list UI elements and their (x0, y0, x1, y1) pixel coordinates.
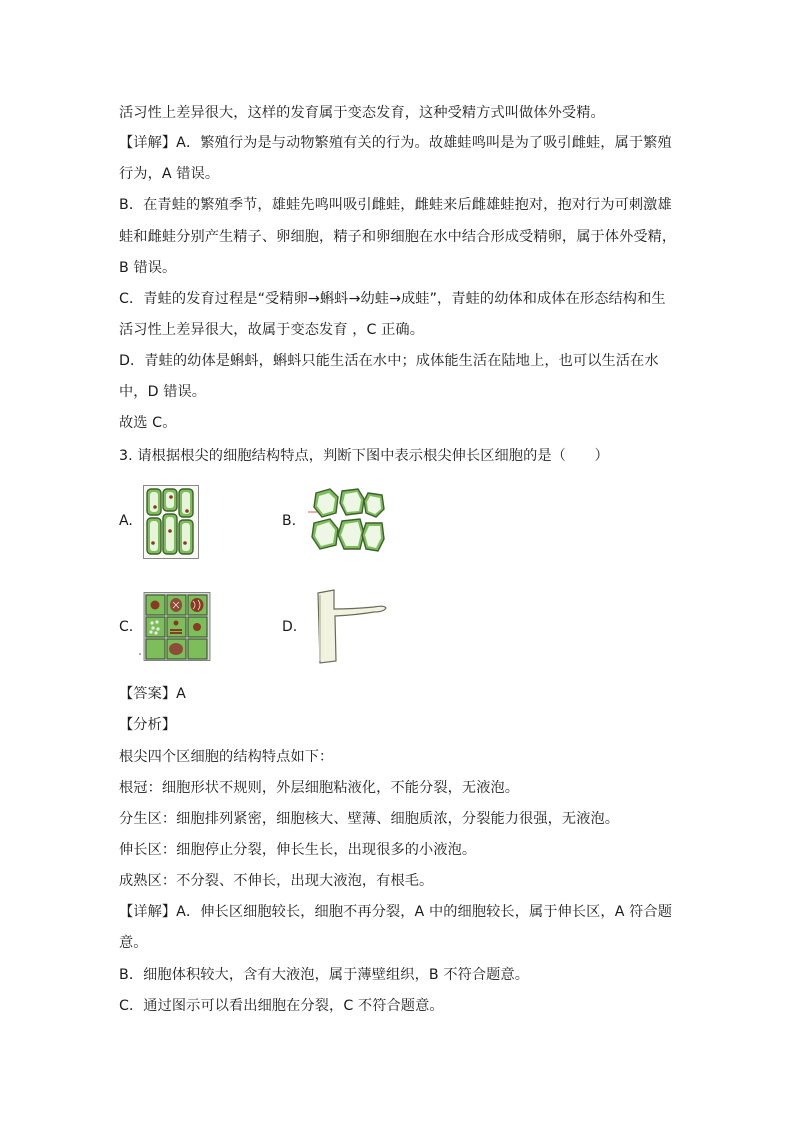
text-line: 根冠：细胞形状不规则，外层细胞粘液化，不能分裂，无液泡。 (119, 780, 520, 796)
text-line: 中，D 错误。 (119, 384, 207, 400)
option-a-label: A. (119, 513, 133, 529)
text-line: 分生区：细胞排列紧密，细胞核大、壁薄、细胞质浓，分裂能力很强，无液泡。 (119, 811, 620, 827)
text-line: 活习性上差异很大，这样的发育属于变态发育，这种受精方式叫做体外受精。 (119, 105, 605, 121)
figure-c-dividing-cells (138, 592, 212, 662)
figure-a-elongation-cells (143, 485, 199, 559)
text-line: 蛙和雌蛙分别产生精子、卵细胞，精子和卵细胞在水中结合形成受精卵，属于体外受精， (119, 229, 677, 245)
text-line: C．通过图示可以看出细胞在分裂，C 不符合题意。 (119, 998, 444, 1014)
text-line: 根尖四个区细胞的结构特点如下： (119, 749, 334, 765)
text-line: B．细胞体积较大，含有大液泡，属于薄壁组织，B 不符合题意。 (119, 967, 530, 983)
text-line: 意。 (119, 935, 148, 951)
text-line: 活习性上差异很大，故属于变态发育 ，C 正确。 (119, 322, 424, 338)
text-line: 【详解】A．繁殖行为是与动物繁殖有关的行为。故雄蛙鸣叫是为了吸引雌蛙，属于繁殖 (119, 135, 672, 151)
text-line: B．在青蛙的繁殖季节，雄蛙先鸣叫吸引雌蛙，雌蛙来后雌雄蛙抱对，抱对行为可刺激雄 (119, 197, 672, 213)
question-3: 3. 请根据根尖的细胞结构特点，判断下图中表示根尖伸长区细胞的是（ ） (119, 448, 609, 464)
answer-label: 【答案】A (119, 686, 186, 702)
text-line: D．青蛙的幼体是蝌蚪，蝌蚪只能生活在水中；成体能生活在陆地上，也可以生活在水 (119, 353, 659, 369)
figure-d-root-hair-cell (312, 587, 388, 665)
text-line: 行为，A 错误。 (119, 166, 220, 182)
option-c-label: C. (119, 619, 134, 635)
text-line: 故选 C。 (119, 415, 177, 431)
option-d-label: D. (282, 619, 298, 635)
figure-b-parenchyma-cells (308, 487, 386, 557)
option-b-label: B. (282, 513, 297, 529)
text-line: 【详解】A．伸长区细胞较长，细胞不再分裂，A 中的细胞较长，属于伸长区，A 符合题 (119, 904, 672, 920)
text-line: B 错误。 (119, 260, 177, 276)
text-line: 成熟区：不分裂、不伸长，出现大液泡，有根毛。 (119, 873, 434, 889)
text-line: 伸长区：细胞停止分裂，伸长生长，出现很多的小液泡。 (119, 842, 477, 858)
analysis-label: 【分析】 (119, 717, 177, 733)
text-line: C．青蛙的发育过程是“受精卵→蝌蚪→幼蛙→成蛙”，青蛙的幼体和成体在形态结构和生 (119, 291, 666, 307)
